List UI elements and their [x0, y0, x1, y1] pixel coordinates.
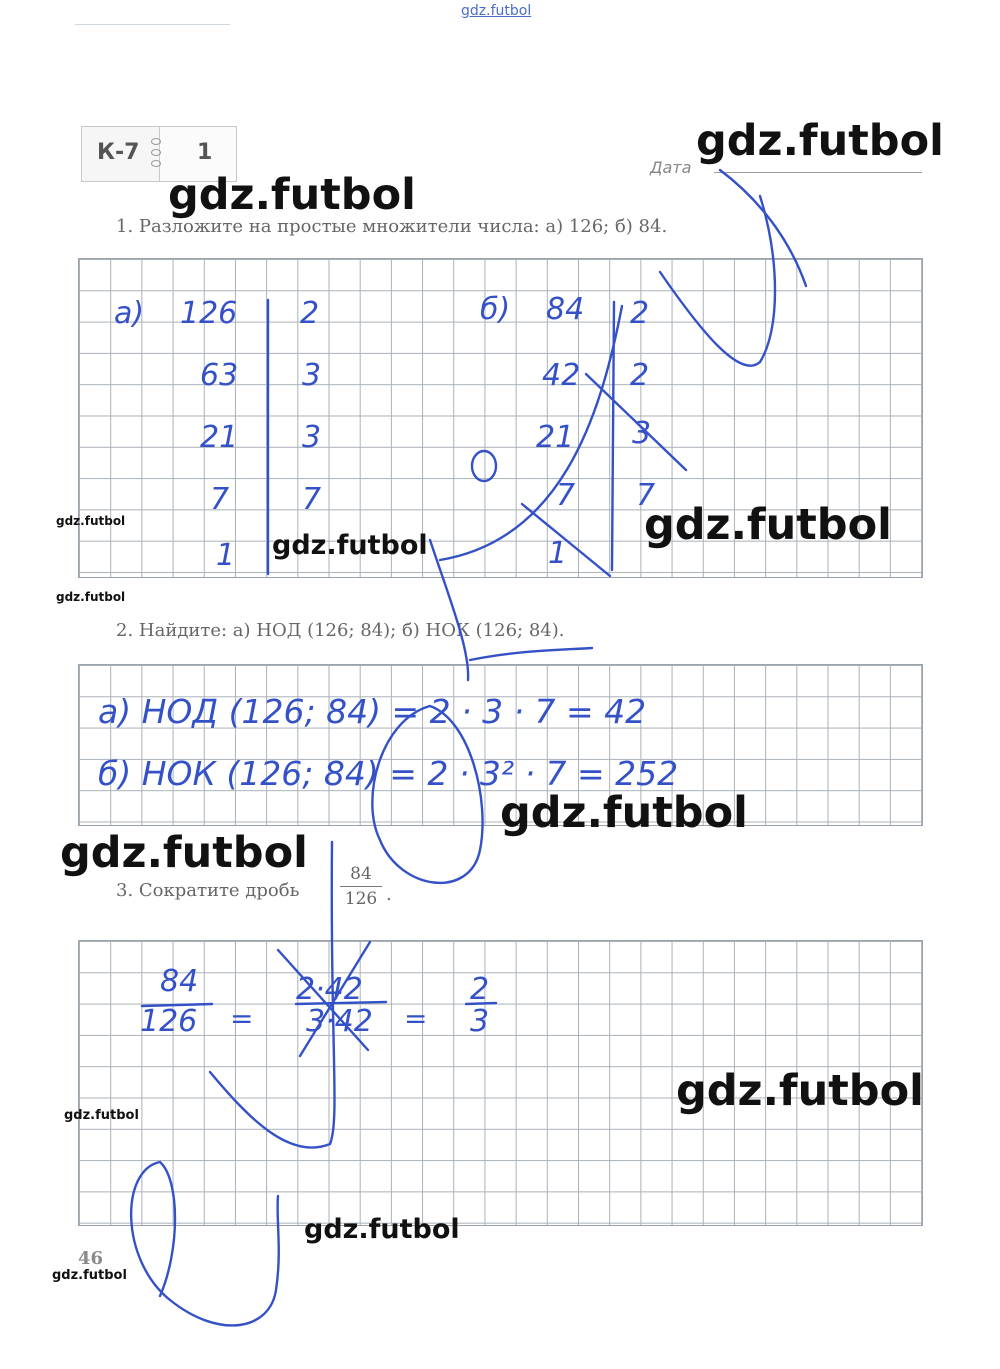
watermark-task3-right: gdz.futbol [676, 1066, 924, 1116]
equals-3-1: = [230, 1002, 254, 1035]
hw-3-den2: 3·42 [306, 1004, 373, 1039]
hw-2b: б) НОК (126; 84) = 2 · 3² · 7 = 252 [98, 754, 679, 793]
watermark-task3-left: gdz.futbol [60, 828, 308, 878]
hw-1b-f0: 2 [630, 296, 650, 331]
watermark-task1-right: gdz.futbol [644, 500, 892, 550]
variant-number: 1 [197, 140, 213, 165]
hw-1a-f1: 3 [302, 358, 322, 393]
hw-1a-n0: 126 [180, 296, 238, 331]
hw-3-num1: 84 [160, 964, 199, 999]
hw-1b-f1: 2 [630, 358, 650, 393]
worksheet-code: К-7 [97, 140, 140, 165]
watermark-small-3: gdz.futbol [64, 1108, 139, 1123]
top-rule [75, 24, 230, 25]
hw-1a-n4: 1 [216, 538, 236, 573]
hw-1a-f0: 2 [300, 296, 320, 331]
hw-1b-label: б) [480, 292, 511, 327]
header-watermark[interactable]: gdz.futbol [461, 3, 532, 19]
hw-3-num3: 2 [470, 972, 490, 1007]
watermark-top-left: gdz.futbol [168, 170, 416, 220]
hw-1b-n2: 21 [536, 420, 575, 455]
task-3-period: . [386, 884, 392, 905]
hw-1b-f2: 3 [632, 416, 652, 451]
task-2-text: 2. Найдите: а) НОД (126; 84); б) НОК (126; 84). [116, 620, 565, 641]
hw-1b-f3: 7 [636, 478, 656, 513]
binder-rings-icon [149, 134, 163, 174]
hw-1b-n0: 84 [546, 292, 585, 327]
hw-2a: а) НОД (126; 84) = 2 · 3 · 7 = 42 [98, 692, 647, 731]
watermark-bottom-middle: gdz.futbol [304, 1214, 460, 1245]
hw-1b-n1: 42 [542, 358, 581, 393]
equals-3-2: = [404, 1002, 428, 1035]
task-1-text: 1. Разложите на простые множители числа: а) 126; б) 84. [116, 216, 668, 237]
watermark-small-1: gdz.futbol [56, 514, 126, 528]
hw-3-num2: 2·42 [296, 972, 363, 1007]
hw-1a-f2: 3 [302, 420, 322, 455]
date-label: Дата [650, 158, 692, 177]
watermark-task2-right: gdz.futbol [500, 788, 748, 838]
hw-1a-n1: 63 [200, 358, 239, 393]
hw-1b-n3: 7 [556, 478, 576, 513]
fraction-numerator: 84 [350, 864, 372, 884]
watermark-top-right: gdz.futbol [696, 116, 944, 166]
fraction-bar [340, 886, 382, 887]
hw-3-den1: 126 [140, 1004, 198, 1039]
hw-1b-n4: 1 [548, 536, 568, 571]
hw-1a-label: а) [114, 296, 145, 331]
fraction-denominator: 126 [344, 889, 378, 909]
date-line [714, 172, 922, 173]
hw-1a-n3: 7 [210, 482, 230, 517]
watermark-task1-middle: gdz.futbol [272, 530, 428, 561]
hw-1a-f3: 7 [302, 482, 322, 517]
watermark-small-4: gdz.futbol [52, 1268, 127, 1283]
hw-1a-n2: 21 [200, 420, 239, 455]
hw-3-den3: 3 [470, 1004, 490, 1039]
page-number: 46 [78, 1248, 104, 1269]
task-3-fraction [340, 864, 382, 909]
task-3-text: 3. Сократите дробь [116, 880, 300, 901]
watermark-small-2: gdz.futbol [56, 590, 126, 604]
